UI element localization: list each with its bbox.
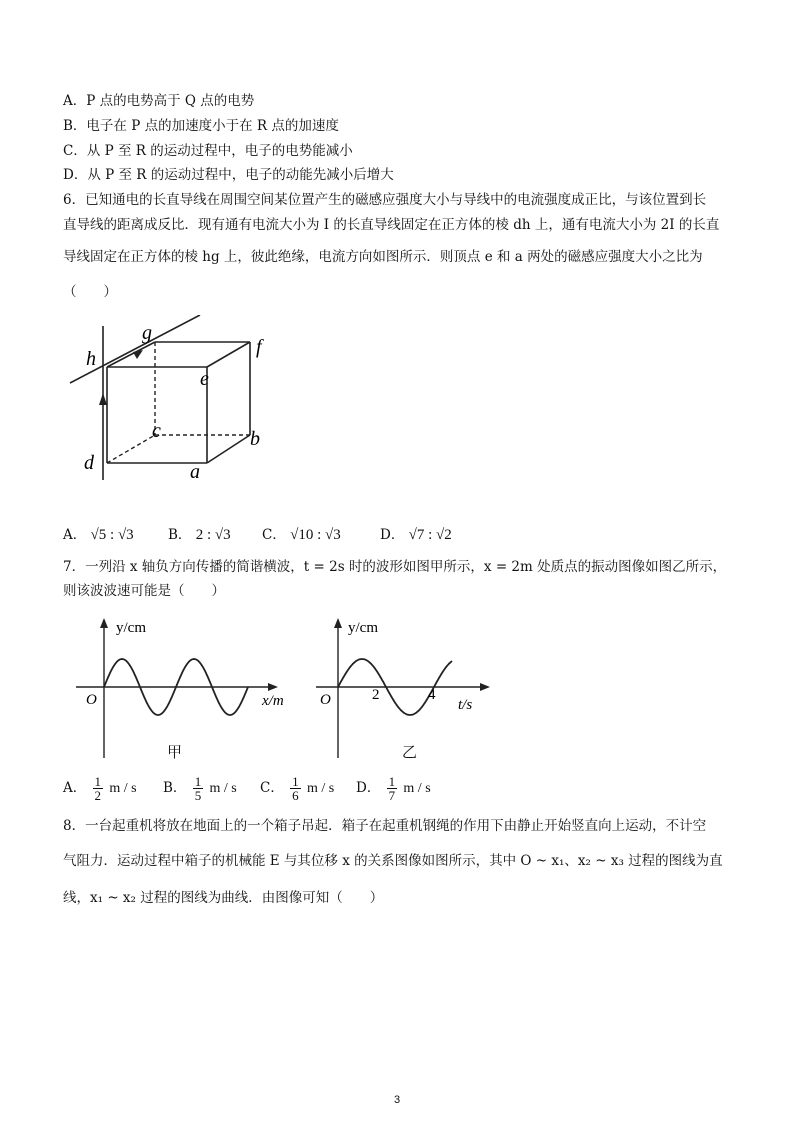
q7-option-c: C． $\frac{1}{6}$ m / s: [260, 774, 335, 803]
fig-b-tick-2: 2: [372, 687, 380, 703]
q6-option-c: C． √10 : √3: [262, 527, 341, 543]
fig-a-caption: 甲: [167, 743, 183, 761]
label-b: b: [250, 428, 260, 450]
label-d: d: [84, 452, 94, 474]
q7-option-b: B． $\frac{1}{5}$ m / s: [163, 774, 237, 803]
fig-b-origin: O: [320, 692, 331, 708]
q7-stem-line-2: 则该波波速可能是（ ）: [63, 583, 225, 599]
label-g: g: [142, 322, 152, 344]
wave-figure-jia: [70, 618, 300, 763]
label-h: h: [86, 348, 96, 370]
q6-stem-line-4: （ ）: [63, 284, 117, 300]
page-number: 3: [393, 1094, 401, 1106]
q6-option-b: B． 2 : √3: [168, 527, 231, 543]
q6-stem-line-1: 6．已知通电的长直导线在周围空间某位置产生的磁感应强度大小与导线中的电流强度成正比，与该位置到长: [63, 192, 707, 208]
label-c: c: [152, 420, 161, 442]
q6-stem-line-2: 直导线的距离成反比．现有通有电流大小为 I 的长直导线固定在正方体的棱 dh 上，通有电流大小为 2I 的长直: [63, 217, 720, 233]
fig-b-ylabel: y/cm: [348, 620, 378, 636]
fig-b-tick-4: 4: [428, 687, 436, 703]
q8-stem-line-3: 线，x₁ ~ x₂ 过程的图线为曲线．由图像可知（ ）: [63, 890, 384, 906]
fig-b-xlabel: t/s: [458, 697, 473, 713]
label-f: f: [256, 336, 262, 358]
cube-figure: [60, 315, 280, 495]
q6-option-a: A． √5 : √3: [63, 527, 134, 543]
q7-option-d: D． $\frac{1}{7}$ m / s: [356, 774, 431, 803]
q7-option-a: A． $\frac{1}{2}$ m / s: [63, 774, 137, 803]
q5-option-a: A．P 点的电势高于 Q 点的电势: [63, 93, 255, 109]
q6-stem-line-3: 导线固定在正方体的棱 hg 上，彼此绝缘，电流方向如图所示．则顶点 e 和 a 两处的磁感应强度大小之比为: [63, 249, 703, 265]
fig-a-origin: O: [86, 692, 97, 708]
label-a: a: [190, 461, 200, 483]
fig-a-xlabel: x/m: [262, 693, 284, 709]
q5-option-b: B．电子在 P 点的加速度小于在 R 点的加速度: [63, 118, 339, 134]
q5-option-d: D．从 P 至 R 的运动过程中，电子的动能先减小后增大: [63, 167, 394, 183]
fig-b-caption: 乙: [402, 743, 418, 761]
q7-stem-line-1: 7．一列沿 x 轴负方向传播的简谐横波，t = 2s 时的波形如图甲所示，x = 2m 处质点的振动图像如图乙所示，: [63, 559, 727, 575]
label-e: e: [200, 368, 209, 390]
q5-option-c: C．从 P 至 R 的运动过程中，电子的电势能减小: [63, 143, 353, 159]
q6-option-d: D． √7 : √2: [380, 527, 452, 543]
q8-stem-line-2: 气阻力．运动过程中箱子的机械能 E 与其位移 x 的关系图像如图所示，其中 O ~ x₁、x₂ ~ x₃ 过程的图线为直: [63, 853, 723, 869]
fig-a-ylabel: y/cm: [116, 620, 146, 636]
q8-stem-line-1: 8．一台起重机将放在地面上的一个箱子吊起．箱子在起重机钢绳的作用下由静止开始竖直向上运动，不计空: [63, 818, 707, 834]
